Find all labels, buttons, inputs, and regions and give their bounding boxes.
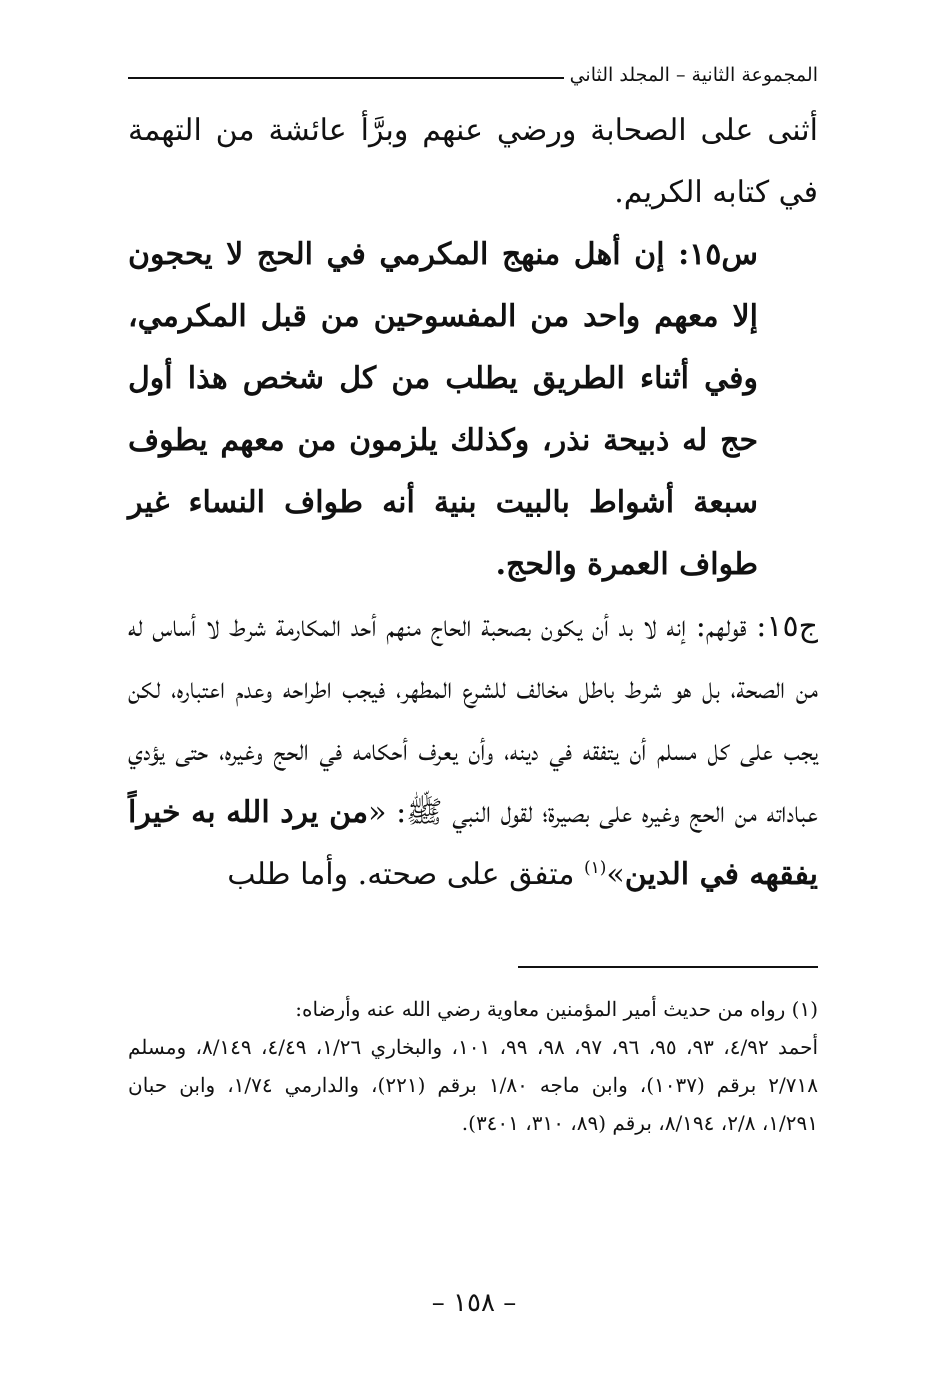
page-number: – ١٥٨ – — [431, 1288, 517, 1318]
header-title: المجموعة الثانية – المجلد الثاني — [569, 64, 818, 86]
footnote-1-references: أحمد ٤/٩٢، ٩٣، ٩٥، ٩٦، ٩٧، ٩٨، ٩٩، ١٠١، والبخاري ١/٢٦، ٤/٤٩، ٨/١٤٩، ومسلم ٢/٧١٨ برقم (١٠٣٧)، وابن ماجه ١/٨٠ برقم (٢٢١)، والدارمي ١/٧٤، وابن حبان ١/٢٩١، ٢/٨، ٨/١٩٤، برقم (٨٩، ٣١٠، ٣٤٠١). — [128, 1035, 819, 1135]
answer-label: ج١٥: — [756, 609, 819, 644]
paragraph-intro: أثنى على الصحابة ورضي عنهم وبرَّأ عائشة من التهمة في كتابه الكريم. — [128, 113, 818, 210]
hadith-quote: من يرد الله به خيراً يفقهه في الدين — [128, 795, 818, 892]
question-label: س١٥: — [678, 237, 758, 272]
main-text — [128, 100, 818, 906]
running-header — [128, 56, 818, 86]
answer-paragraph — [128, 596, 818, 906]
question-text: إن أهل منهج المكرمي في الحج لا يحجون إلا معهم واحد من المفسوحين من قبل المكرمي، وفي أثناء الطريق يطلب من كل شخص هذا أول حج له ذبيحة نذر، وكذلك يلزمون من معهم يطوف سبعة أشواط بالبيت بنية أنه طواف النساء غير طواف العمرة والحج. — [128, 237, 758, 582]
footnote-1-intro: (١) رواه من حديث أمير المؤمنين معاوية رضي الله عنه وأرضاه: — [295, 997, 818, 1021]
answer-text: قولهم: إنه لا بد أن يكون بصحبة الحاج منهم أحد المكارمة شرط لا أساس له من الصحة، بل هو شرط باطل مخالف للشرع المطهر، فيجب اطراحه وعدم اعتباره، لكن يجب على كل مسلم أن يتفقه في دينه، وأن يعرف أحكامه في الحج وغيره، حتى يؤدي عباداته من الحج وغيره على بصيرة؛ لقول النبي ﷺ: — [128, 609, 818, 830]
footnote-reference: (١) — [583, 858, 607, 878]
hadith-open-quote: « — [368, 795, 387, 830]
hadith-close-quote: » — [606, 857, 625, 892]
footnote-separator — [518, 966, 818, 968]
footnotes — [128, 990, 818, 1142]
question-paragraph — [128, 224, 818, 596]
header-rule — [128, 77, 564, 79]
answer-text-continued: متفق على صحته. وأما طلب — [227, 857, 575, 892]
